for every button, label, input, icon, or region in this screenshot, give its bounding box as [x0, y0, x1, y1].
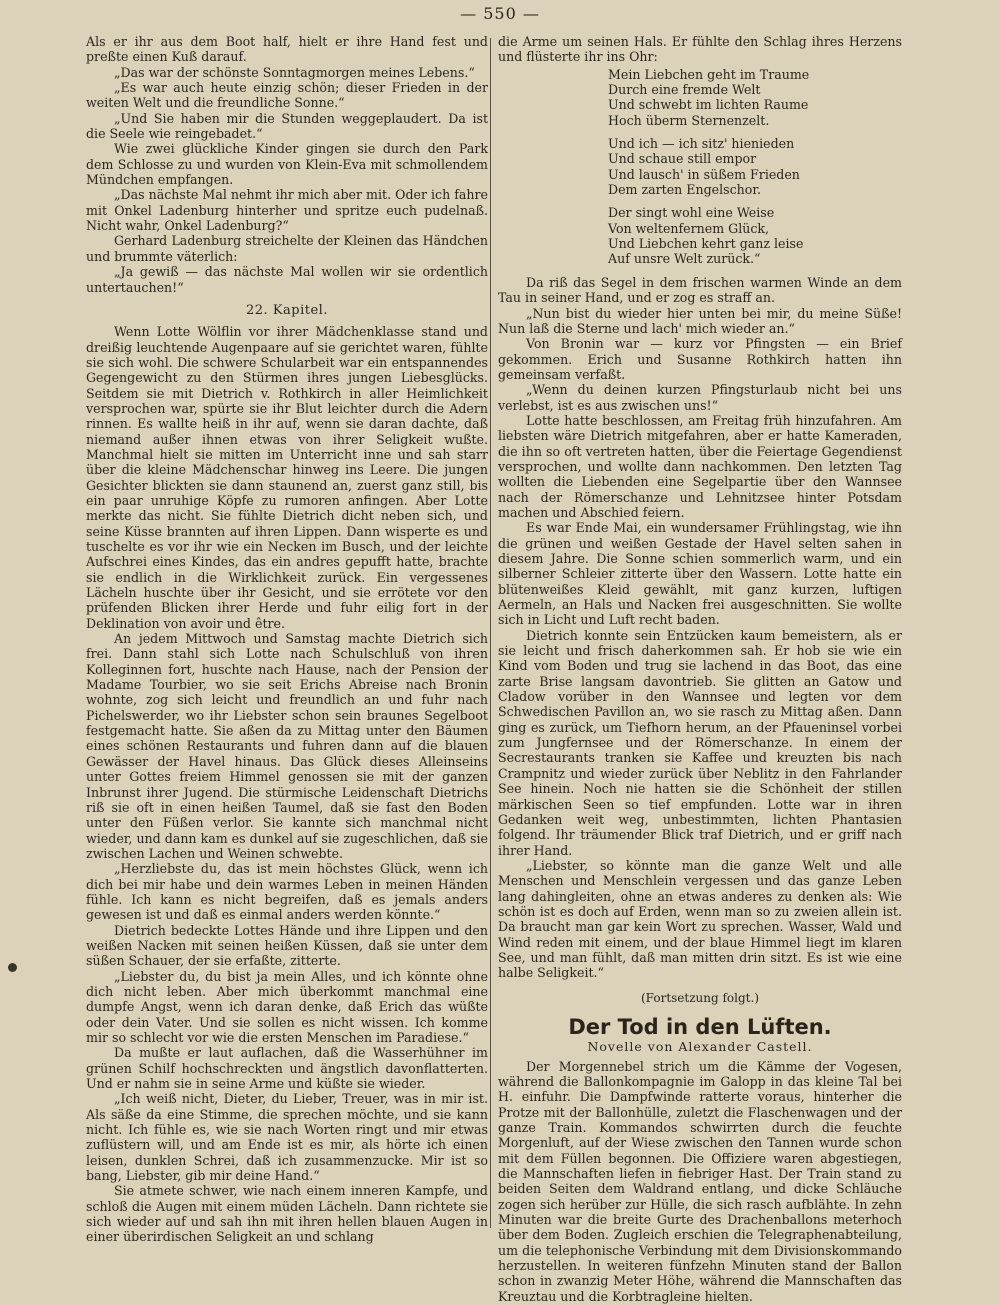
- paragraph: „Herzliebste du, das ist mein höchstes Glück, wenn ich dich bei mir habe und dein warmes Leben in meinen Händen fühle. Ich kann es nicht begreifen, daß es jemals anders gewesen ist und daß es einmal anders werden könnte.“: [86, 861, 488, 923]
- paragraph: Da mußte er laut auflachen, daß die Wasserhühner im grünen Schilf hochschreckten und ängstlich davonflatterten. Und er nahm sie in seine Arme und küßte sie wieder.: [86, 1045, 488, 1092]
- paragraph: „Liebster du, du bist ja mein Alles, und ich könnte ohne dich nicht leben. Aber mich überkommt manchmal eine dumpfe Angst, wenn ich daran denke, daß Erich das wüßte oder dein Vater. Und sie sollen es nicht wissen. Ich komme mir so schlecht vor wie die ersten Menschen im Paradiese.“: [86, 968, 488, 1045]
- paragraph: Gerhard Ladenburg streichelte der Kleinen das Händchen und brummte väterlich:: [86, 233, 488, 264]
- right-column: [498, 34, 902, 1304]
- poem-line: Der singt wohl eine Weise: [608, 205, 775, 221]
- left-column: [86, 34, 488, 1245]
- poem-line: Und lausch' in süßem Frieden: [608, 166, 800, 182]
- column-divider: [490, 38, 491, 1228]
- paragraph: Von Bronin war — kurz vor Pfingsten — ein Brief gekommen. Erich und Susanne Rothkirch hatten ihn gemeinsam verfaßt.: [498, 336, 902, 382]
- paragraph: „Und Sie haben mir die Stunden weggeplaudert. Da ist die Seele wie reingebadet.“: [86, 110, 488, 142]
- paragraph: „Ja gewiß — das nächste Mal wollen wir sie ordentlich untertauchen!“: [86, 264, 488, 295]
- poem-stanza: [608, 67, 902, 128]
- paragraph: Dietrich bedeckte Lottes Hände und ihre Lippen und den weißen Nacken mit seinen heißen Küssen, daß sie unter dem süßen Schauer, der sie erfaßte, zitterte.: [86, 922, 488, 969]
- paragraph: An jedem Mittwoch und Samstag machte Dietrich sich frei. Dann stahl sich Lotte nach Schulschluß von ihren Kolleginnen fort, huschte nach Hause, nach der Pension der Madame Tourbier, wo sie seit Erichs Abreise nach Bronin wohnte, zog sich leicht und freundlich an und fuhr nach Pichelswerder, wo ihr Liebster schon sein braunes Segelboot festgemacht hatte. Sie aßen da zu Mittag unter den Bäumen eines schönen Restaurants und fuhren dann auf die blauen Gewässer der Havel hinaus. Das Glück dieses Alleinseins unter Gottes freiem Himmel genossen sie mit der ganzen Inbrunst ihrer Jugend. Die stürmische Leidenschaft Dietrichs riß sie oft in einen heißen Taumel, daß sie fast den Boden unter den Füßen verlor. Sie kannte sich manchmal nicht wieder, und dann kam es dunkel auf sie zugeschlichen, daß sie zwischen Lachen und Weinen schwebte.: [86, 631, 488, 861]
- chapter-heading: 22. Kapitel.: [246, 302, 328, 318]
- poem-stanza: [608, 205, 902, 266]
- poem: [608, 67, 902, 267]
- paragraph: „Wenn du deinen kurzen Pfingsturlaub nicht bei uns verlebst, ist es aus zwischen uns!“: [498, 382, 902, 413]
- poem-line: Hoch überm Sternenzelt.: [608, 112, 770, 128]
- left-paragraphs-a: [86, 34, 488, 295]
- story-paragraph: Der Morgennebel strich um die Kämme der Vogesen, während die Ballonkompagnie im Galopp in das kleine Tal bei H. einfuhr. Die Dampfwinde ratterte voraus, hinterher die Protze mit der Ballonhülle, zuletzt die Flaschenwagen und der ganze Train. Kommandos schwirrten durch die feuchte Morgenluft, auf der Wiese zwischen den Tannen wurde schon mit dem Füllen begonnen. Die Offiziere waren abgestiegen, die Mannschaften liefen in fiebriger Hast. Der Train stand zu beiden Seiten dem Waldrand entlang, und dicke Schläuche zogen sich herüber zur Hülle, die sich rasch aufblähte. In zehn Minuten war die breite Gurte des Drachenballons meterhoch über dem Boden. Zugleich erschien die Telegraphenabteilung, um die telephonische Verbindung mit dem Divisionskommando herzustellen. In weiteren fünfzehn Minuten stand der Ballon schon in zwanzig Meter Höhe, während die Mannschaften das Kreuztau und die Korbtragleine hielten.: [498, 1058, 902, 1304]
- punch-hole-mark: [8, 963, 17, 972]
- poem-line: Und Liebchen kehrt ganz leise: [608, 236, 804, 252]
- paragraph: „Das nächste Mal nehmt ihr mich aber mit. Oder ich fahre mit Onkel Ladenburg hinterher und spritze euch pudelnaß. Nicht wahr, Onkel Ladenburg?“: [86, 187, 488, 234]
- poem-line: Mein Liebchen geht im Traume: [608, 66, 810, 82]
- poem-line: Auf unsre Welt zurück.“: [608, 251, 761, 267]
- paragraph: „Ich weiß nicht, Dieter, du Lieber, Treuer, was in mir ist. Als säße da eine Stimme, die sprechen möchte, und sie kann nicht. Ich fühle es, wie sie nach Worten ringt und mir etwas zuflüstern will, und am Ende ist es mir, als hörte ich einen leisen, dunklen Schrei, daß ich zusammenzucke. Mir ist so bang, Liebster, gib mir deine Hand.“: [86, 1091, 488, 1184]
- paragraph: „Es war auch heute einzig schön; dieser Frieden in der weiten Welt und die freundliche Sonne.“: [86, 80, 488, 111]
- poem-line: Dem zarten Engelschor.: [608, 182, 761, 198]
- poem-stanza: [608, 136, 902, 197]
- paragraph: Da riß das Segel in dem frischen warmen Winde an dem Tau in seiner Hand, und er zog es straff an.: [498, 274, 902, 306]
- paragraph: die Arme um seinen Hals. Er fühlte den Schlag ihres Herzens und flüsterte ihr ins Ohr:: [498, 34, 902, 65]
- paragraph: Es war Ende Mai, ein wundersamer Frühlingstag, wie ihn die grünen und weißen Gestade der Havel selten sahen in diesem Jahre. Die Sonne schien sommerlich warm, und ein silberner Schleier zitterte über den Wassern. Lotte hatte ein blütenweißes Kleid gewählt, mit ganz kurzen, luftigen Aermeln, an Hals und Nacken frei ausgeschnitten. Sie wollte sich in Licht und Luft recht baden.: [498, 520, 902, 628]
- paragraph: „Liebster, so könnte man die ganze Welt und alle Menschen und Menschlein vergessen und das ganze Leben lang dahingleiten, ohne an etwas anderes zu denken als: Wie schön ist es doch auf Erden, wenn man so zu zweien allein ist. Da braucht man gar kein Wort zu sprechen. Wasser, Wald und Wind reden mit einem, und der blaue Himmel liegt im klaren See, und man fühlt, daß man mitten drin sitzt. Es ist wie eine halbe Seligkeit.“: [498, 857, 902, 981]
- paragraph: Als er ihr aus dem Boot half, hielt er ihre Hand fest und preßte einen Kuß darauf.: [86, 34, 488, 65]
- paragraph: „Nun bist du wieder hier unten bei mir, du meine Süße! Nun laß die Sterne und lach' mich wieder an.“: [498, 305, 902, 336]
- paragraph: Wenn Lotte Wölflin vor ihrer Mädchenklasse stand und dreißig leuchtende Augenpaare auf sie gerichtet waren, fühlte sie sich wohl. Die schwere Schularbeit war ein entspannendes Gegengewicht zu den Stürmen ihres jungen Liebesglücks. Seitdem sie mit Dietrich v. Rothkirch in aller Heimlichkeit versprochen war, spürte sie ihr Blut leichter durch die Adern rinnen. Es wallte heiß in ihr auf, wenn sie daran dachte, daß niemand außer ihnen etwas von ihrer Seligkeit wußte. Manchmal hielt sie mitten im Unterricht inne und sah starr über die kleine Mädchenschar hinweg ins Leere. Die jungen Gesichter blickten sie dann staunend an, zuerst ganz still, bis ein paar unruhige Köpfe zu rumoren anfingen. Aber Lotte merkte das nicht. Sie fühlte Dietrich dicht neben sich, und seine Küsse brannten auf ihren Lippen. Dann wisperte es und tuschelte es vor ihr wie ein Necken im Busch, und der leichte Aufschrei eines Kindes, das ein andres gepufft hatte, brachte sie endlich in die Wirklichkeit zurück. Ein vergessenes Lächeln huschte über ihr Gesicht, und sie errötete vor den prüfenden Blicken ihrer Herde und fuhr eilig fort in der Deklination von avoir und être.: [86, 324, 488, 631]
- poem-line: Und ich — ich sitz' hienieden: [608, 136, 795, 152]
- paragraph: Dietrich konnte sein Entzücken kaum bemeistern, als er sie leicht und frisch daherkommen sah. Er hob sie wie ein Kind vom Boden und trug sie lachend in das Boot, das eine zarte Brise langsam davontrieb. Sie glitten an Gatow und Cladow vorüber in den Wannsee und legten vor dem Schwedischen Pavillon an, wo sie rasch zu Mittag aßen. Dann ging es zurück, um Tiefhorn herum, an der Pfaueninsel vorbei zum Jungfernsee und der Römerschanze. In einem der Secrestaurants tranken sie Kaffee und kreuzten bis nach Crampnitz und wieder zurück über Neblitz in den Fahrlander See hinein. Noch nie hatten sie die Schönheit der stillen märkischen Seen so tief empfunden. Lotte war in ihren Gedanken weit weg, unbestimmten, lichten Phantasien folgend. Ihr träumender Blick traf Dietrich, und er griff nach ihrer Hand.: [498, 627, 902, 858]
- poem-line: Und schaue still empor: [608, 151, 757, 167]
- paragraph: Sie atmete schwer, wie nach einem inneren Kampfe, und schloß die Augen mit einem müden Lächeln. Dann richtete sie sich wieder auf und sah ihn mit ihren hellen blauen Augen in einer überirdischen Seligkeit an und schlang: [86, 1183, 488, 1245]
- paragraph: Wie zwei glückliche Kinder gingen sie durch den Park dem Schlosse zu und wurden von Klein-Eva mit schmollendem Mündchen empfangen.: [86, 141, 488, 188]
- poem-line: Durch eine fremde Welt: [608, 82, 761, 98]
- paragraph: „Das war der schönste Sonntagmorgen meines Lebens.“: [114, 64, 475, 80]
- left-paragraphs-b: [86, 324, 488, 1245]
- poem-line: Von weltenfernem Glück,: [608, 220, 770, 236]
- story-author: Novelle von Alexander Castell.: [587, 1039, 813, 1055]
- paragraph: Lotte hatte beschlossen, am Freitag früh hinzufahren. Am liebsten wäre Dietrich mitgefahren, aber er hatte Kameraden, die ihn so oft vertreten hatten, über die Feiertage Gegendienst versprochen, und wollte dann nachkommen. Den letzten Tag wollten die Liebenden eine Segelpartie über den Wannsee nach der Römerschanze und Lehnitzsee hinter Potsdam machen und Abschied feiern.: [498, 412, 902, 520]
- poem-line: Und schwebt im lichten Raume: [608, 97, 809, 113]
- continuation-note: (Fortsetzung folgt.): [641, 990, 759, 1005]
- story-title: Der Tod in den Lüften.: [568, 1014, 832, 1039]
- page-number: — 550 —: [460, 4, 540, 23]
